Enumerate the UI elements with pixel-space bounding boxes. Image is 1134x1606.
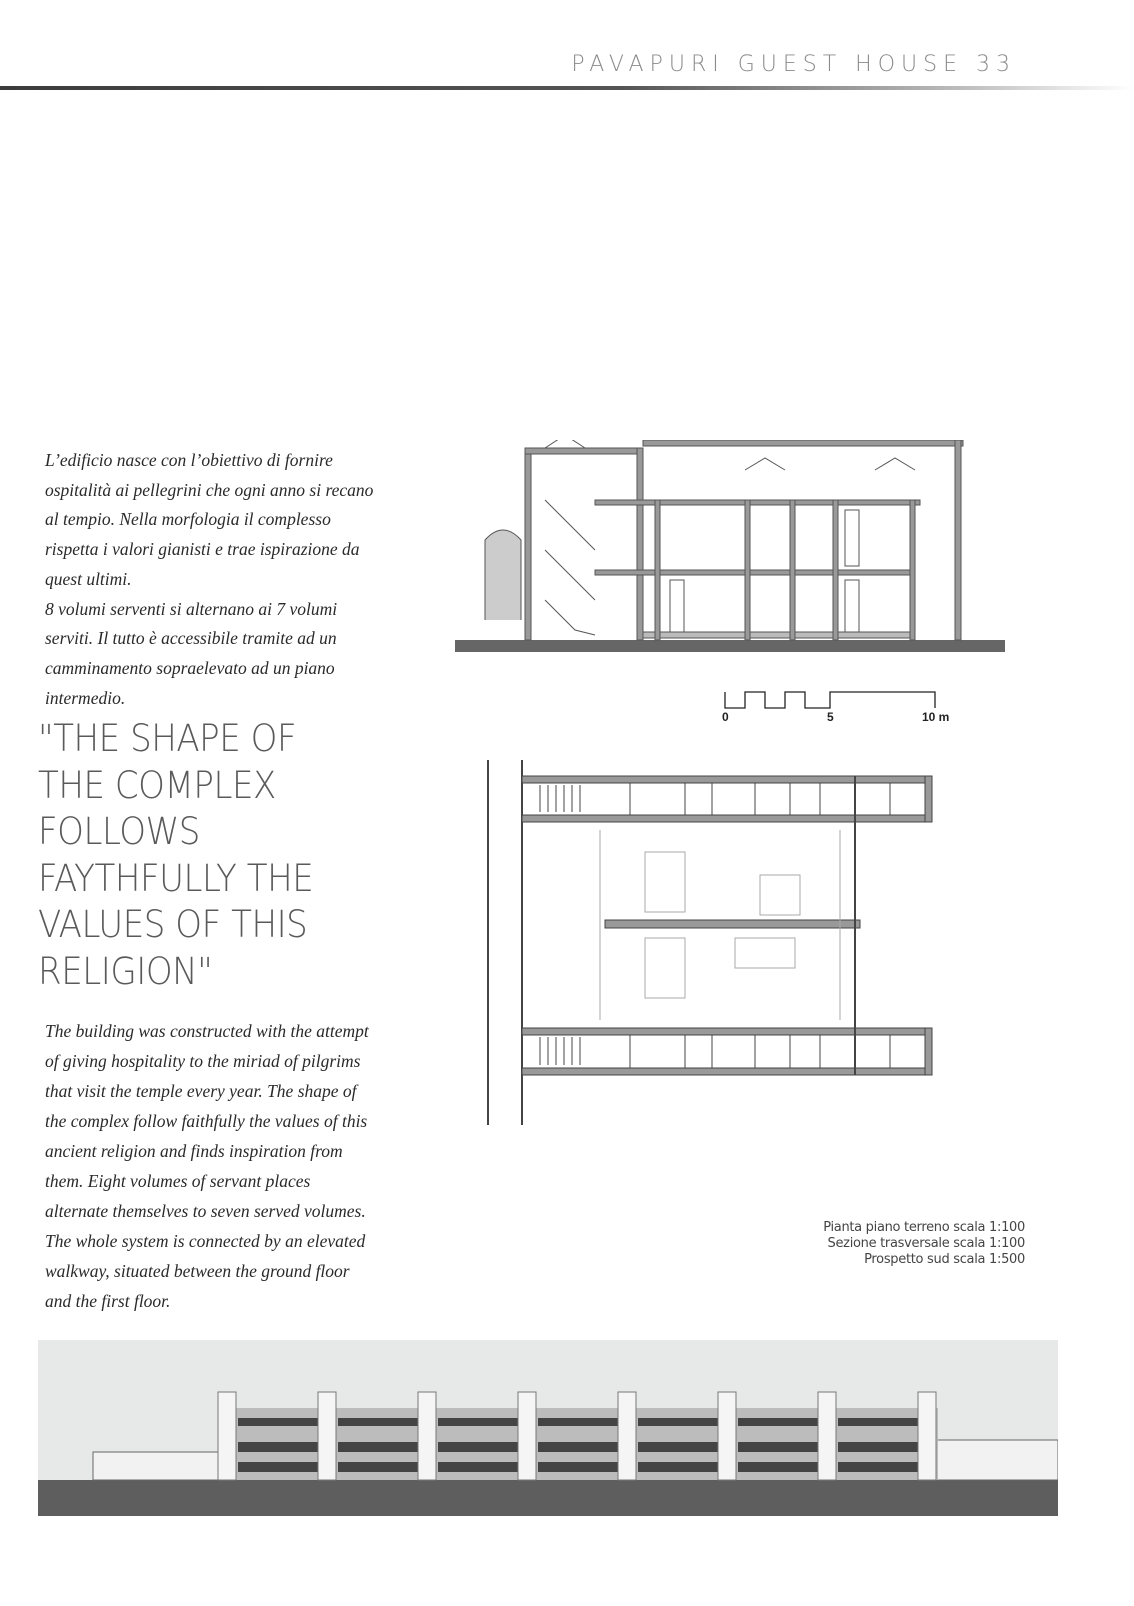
quote-line: FAYTHFULLY THE (38, 856, 314, 900)
italian-description (45, 446, 375, 713)
quote-line: RELIGION" (38, 949, 213, 993)
header-rule (0, 86, 1134, 90)
scale-label-0: 0 (722, 710, 729, 724)
cross-section-drawing (455, 440, 1015, 670)
english-paragraph: The building was constructed with the attempt of giving hospitality to the miriad of pilgrims that visit the temple every year. The shape of the complex follow faithfully the values of this ancient religion and finds inspiration from them. Eight volumes of servant places alternate themselves to seven served volumes. The whole system is connected by an elevated walkway, situated between the ground floor and the first floor. (45, 1021, 369, 1311)
quote-line: THE COMPLEX (38, 763, 276, 807)
quote-line: VALUES OF THIS (38, 903, 308, 946)
italian-paragraph-1: L’edificio nasce con l’obiettivo di fornire ospitalità ai pellegrini che ogni anno si recano al tempio. Nella morfologia il complesso rispetta i valori gianisti e trae ispirazione da quest ultimi. (45, 450, 374, 589)
english-description (45, 1016, 375, 1368)
south-elevation-drawing (38, 1340, 1058, 1516)
scale-label-5: 5 (827, 710, 834, 724)
quote-line: "THE SHAPE OF (38, 717, 297, 760)
caption-elevation: Prospetto sud scala 1:500 (864, 1252, 1025, 1267)
scale-bar (720, 690, 960, 730)
italian-paragraph-2: 8 volumi serventi si alternano ai 7 volumi serviti. Il tutto è accessibile tramite ad un camminamento sopraelevato ad un piano intermedio. (45, 598, 338, 708)
caption-section: Sezione trasversale scala 1:100 (827, 1236, 1025, 1251)
quote-line: FOLLOWS (38, 810, 200, 853)
caption-plan: Pianta piano terreno scala 1:100 (823, 1220, 1025, 1235)
page-header-title: PAVAPURI GUEST HOUSE 33 (571, 52, 1016, 77)
drawing-captions (823, 1220, 1025, 1268)
scale-label-10: 10 m (922, 710, 950, 724)
floor-plan-drawing (480, 760, 960, 1130)
pull-quote (38, 716, 368, 995)
